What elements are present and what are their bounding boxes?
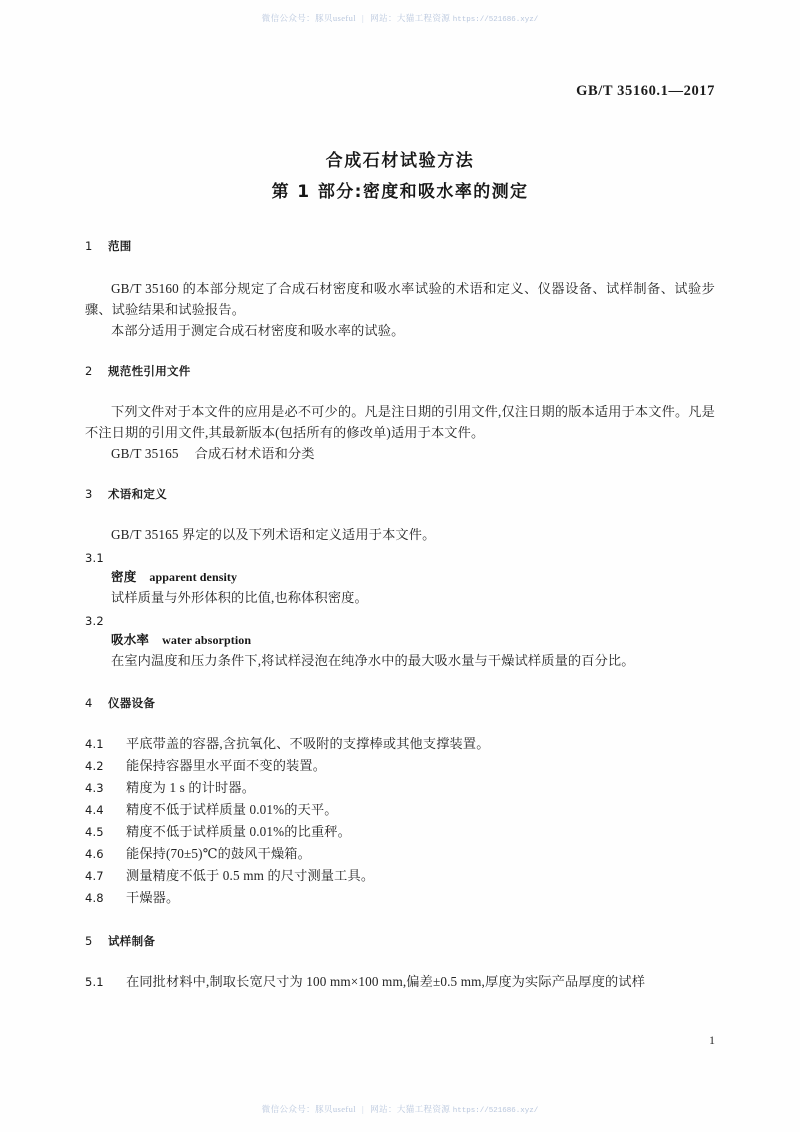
- reference-title: 合成石材术语和分类: [194, 446, 315, 461]
- clause-4-4: [85, 799, 715, 821]
- clause-4-2: [85, 755, 715, 777]
- normative-reference-entry: [85, 443, 715, 464]
- section-title-4: 仪器设备: [108, 696, 156, 710]
- page-number: 1: [709, 1033, 715, 1047]
- standard-number-header: GB/T 35160.1—2017: [576, 83, 715, 99]
- clause-text-4-4: 精度不低于试样质量 0.01%的天平。: [126, 802, 338, 817]
- clause-4-6: [85, 843, 715, 865]
- clause-4-1: [85, 733, 715, 755]
- clause-4-3: [85, 777, 715, 799]
- clause-text-4-3: 精度为 1 s 的计时器。: [126, 780, 256, 795]
- clause-number-4-6: 4.6: [85, 847, 104, 861]
- clause-4-7: [85, 865, 715, 887]
- watermark-top: [0, 12, 800, 24]
- clause-number-5-1: 5.1: [85, 975, 104, 989]
- clause-text-4-6: 能保持(70±5)℃的鼓风干燥箱。: [126, 846, 311, 861]
- watermark-url: https://521686.xyz/: [452, 16, 539, 24]
- section-number-4: 4: [85, 696, 93, 710]
- section-heading-3: [85, 486, 715, 502]
- section-heading-4: [85, 695, 715, 711]
- section-title-3: 术语和定义: [108, 487, 167, 501]
- term-number-3-2: 3.2: [85, 614, 104, 628]
- term-name-zh-3-1: 密度: [111, 569, 137, 584]
- term-definition-3-1: 试样质量与外形体积的比值,也称体积密度。: [111, 590, 368, 605]
- section-title-2: 规范性引用文件: [108, 364, 191, 378]
- document-body: [85, 238, 715, 993]
- clause-text-4-1: 平底带盖的容器,含抗氧化、不吸附的支撑棒或其他支撑装置。: [126, 736, 490, 751]
- section-2-paragraph-1: 下列文件对于本文件的应用是必不可少的。凡是注日期的引用文件,仅注日期的版本适用于本文件。凡是不注日期的引用文件,其最新版本(包括所有的修改单)适用于本文件。: [85, 404, 715, 440]
- section-1-paragraph-1: GB/T 35160 的本部分规定了合成石材密度和吸水率试验的术语和定义、仪器设备、试样制备、试验步骤、试验结果和试验报告。: [85, 281, 715, 317]
- section-number-2: 2: [85, 364, 93, 378]
- term-name-3-2: [111, 630, 715, 650]
- section-number-3: 3: [85, 487, 93, 501]
- term-name-3-1: [111, 567, 715, 587]
- clause-text-4-5: 精度不低于试样质量 0.01%的比重秤。: [126, 824, 351, 839]
- clause-number-4-1: 4.1: [85, 737, 104, 751]
- watermark-site-label: 网站：大猫工程资源: [370, 13, 451, 23]
- clause-number-4-7: 4.7: [85, 869, 104, 883]
- watermark-wechat-label: 微信公众号：豚贝useful: [261, 1104, 357, 1114]
- watermark-wechat-label: 微信公众号：豚贝useful: [261, 13, 357, 23]
- clause-number-4-3: 4.3: [85, 781, 104, 795]
- watermark-separator: |: [362, 13, 365, 23]
- watermark-site-label: 网站：大猫工程资源: [370, 1104, 451, 1114]
- section-number-5: 5: [85, 934, 93, 948]
- clause-5-1: [85, 971, 715, 993]
- clause-4-8: [85, 887, 715, 909]
- section-3-paragraph-1: GB/T 35165 界定的以及下列术语和定义适用于本文件。: [111, 527, 436, 542]
- term-number-3-1: 3.1: [85, 551, 104, 565]
- clause-number-4-8: 4.8: [85, 891, 104, 905]
- section-heading-1: [85, 238, 715, 254]
- clause-text-4-8: 干燥器。: [126, 890, 180, 905]
- clause-number-4-5: 4.5: [85, 825, 104, 839]
- section-title-1: 范围: [108, 239, 132, 253]
- document-title: 合成石材试验方法: [325, 151, 475, 171]
- clause-number-4-4: 4.4: [85, 803, 104, 817]
- watermark-bottom: [0, 1103, 800, 1115]
- reference-number: GB/T 35165: [111, 446, 179, 461]
- clause-text-5-1: 在同批材料中,制取长宽尺寸为 100 mm×100 mm,偏差±0.5 mm,厚度为实际产品厚度的试样: [126, 974, 646, 989]
- title-block: [0, 148, 800, 207]
- section-1-paragraph-2: 本部分适用于测定合成石材密度和吸水率的试验。: [111, 323, 405, 338]
- term-definition-3-2: 在室内温度和压力条件下,将试样浸泡在纯净水中的最大吸水量与干燥试样质量的百分比。: [111, 653, 635, 668]
- document-subtitle: 第 1 部分:密度和吸水率的测定: [271, 182, 529, 202]
- section-number-1: 1: [85, 239, 93, 253]
- clause-number-4-2: 4.2: [85, 759, 104, 773]
- watermark-url: https://521686.xyz/: [452, 1107, 539, 1115]
- clause-text-4-7: 测量精度不低于 0.5 mm 的尺寸测量工具。: [126, 868, 375, 883]
- clause-text-4-2: 能保持容器里水平面不变的装置。: [126, 758, 327, 773]
- section-heading-2: [85, 363, 715, 379]
- section-heading-5: [85, 933, 715, 949]
- clause-4-5: [85, 821, 715, 843]
- term-name-en-3-1: apparent density: [149, 570, 238, 584]
- section-title-5: 试样制备: [108, 934, 156, 948]
- term-name-en-3-2: water absorption: [162, 633, 252, 647]
- term-name-zh-3-2: 吸水率: [111, 632, 150, 647]
- watermark-separator: |: [362, 1104, 365, 1114]
